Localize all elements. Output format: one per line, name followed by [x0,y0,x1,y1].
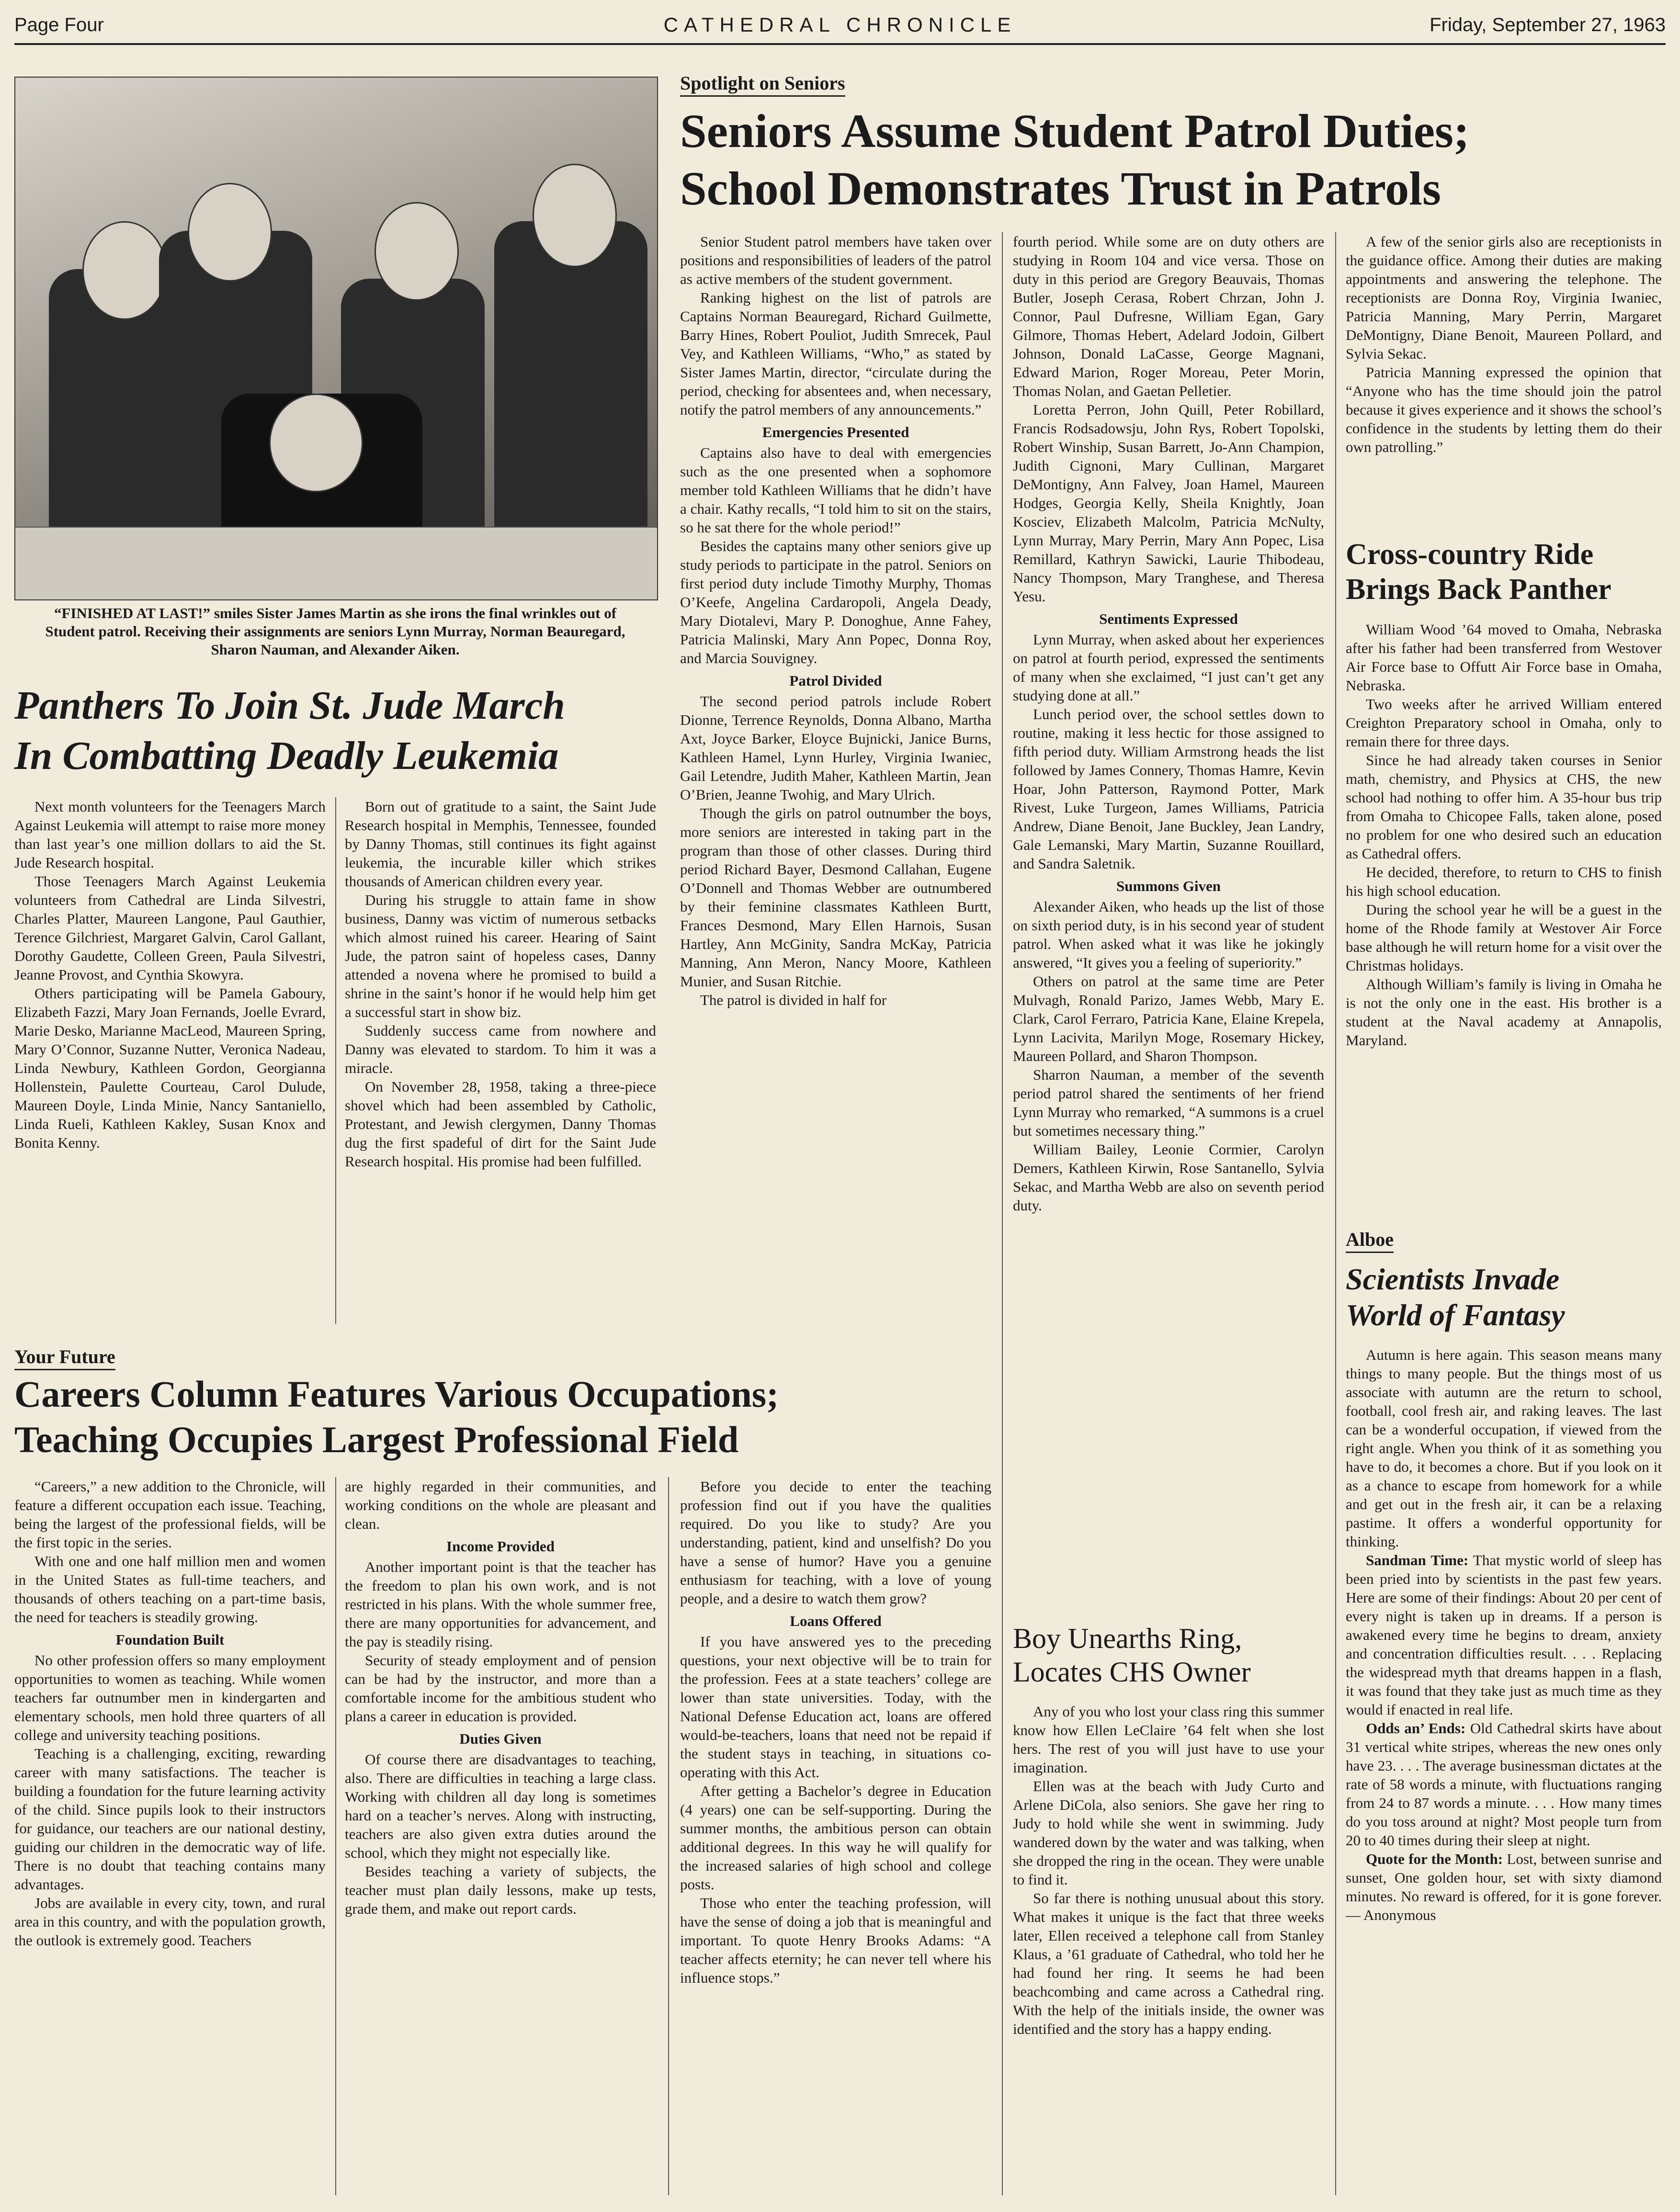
paragraph: During his struggle to attain fame in show business, Danny was victim of numerous setbacks which almost ruined his career. Hearing of Saint Jude, the patron saint of hopeless cases, Danny attended a novena where he promised to build a shrine in the saint’s honor if he would help him get a successful start in show biz. [345,892,656,1020]
kicker-your-future: Your Future [14,1345,115,1370]
paragraph: Autumn is here again. This season means many things to many people. But the things most of us associate with autumn are the return to school, football, cool fresh air, and raking leaves. The last can be a wonderful occupation, if viewed from the right angle. When you think of it as something you have to do, it becomes a chore. But if you look on it as a chance to escape from homework for a while and get out in the fresh air, it can be a relaxing pastime. It offers a wonderful opportunity for thinking. [1346,1346,1662,1550]
paragraph: Teaching is a challenging, exciting, rewarding career with many satisfactions. The teacher is building a foundation for the future learning activity of the child. Since pupils look to their instructors for guidance, our teachers are our national destiny, guiding our children in the democratic way of life. There is no doubt that teaching contains many advantages. [14,1745,326,1893]
paragraph: During the school year he will be a guest in the home of the Rhode family at Westover Air Force base although he will return home for a visit over the Christmas holidays. [1346,901,1662,974]
inline-label: Sandman Time: [1366,1552,1469,1569]
kicker-alboe: Alboe [1346,1228,1394,1253]
paragraph: Others participating will be Pamela Gaboury, Elizabeth Fazzi, Mary Joan Fernands, Joelle Evrard, Marie Desko, Marianne MacLeod, Maureen Spring, Mary O’Connor, Suzanne Nutter, Veronica Nadeau, Linda Newbury, Kathleen Gordon, Georgianna Hollenstein, Paulette Courteau, Carol Dulude, Maureen Doyle, Linda Minie, Nancy Santaniello, Linda Rueli, Kathleen Kakley, Susan Knox and Bonita Kenny. [14,985,326,1151]
paragraph: Another important point is that the teacher has the freedom to plan his own work, and is not restricted in his plans. With the whole summer free, there are many opportunities for advancement, and the pay is steadily rising. [345,1558,656,1650]
paragraph: Patricia Manning expressed the opinion that “Anyone who has the time should join the patrol because it gives experience and it shows the school’s confidence in the students by letting them do their own patrolling.” [1346,364,1662,455]
paragraph: He decided, therefore, to return to CHS to finish his high school education. [1346,864,1662,899]
paragraph: No other profession offers so many employment opportunities to women as teaching. While women teachers far outnumber men in kindergarten and elementary schools, men hold three quarters of all college and university teaching positions. [14,1652,326,1743]
headline-alboe-1: Scientists Invade [1346,1262,1560,1296]
paragraph: Of course there are disadvantages to teaching, also. There are difficulties in teaching a large class. Working with children all day long is sometimes hard on a teacher’s nerves. Along with instructing, teachers are also given extra duties around the school, which they might not especially like. [345,1751,656,1861]
newspaper-name: CATHEDRAL CHRONICLE [663,13,1017,36]
paragraph: Lynn Murray, when asked about her experiences on patrol at fourth period, expressed the sentiments of many when she exclaimed, “I just can’t get any studying done at all.” [1013,631,1324,704]
paragraph: Sharron Nauman, a member of the seventh period patrol shared the sentiments of her friend Lynn Murray who remarked, “A summons is a cruel but sometimes necessary thing.” [1013,1066,1324,1139]
column-rule [335,797,336,1324]
paragraph: are highly regarded in their communities, and working conditions on the whole are pleasant and clean. [345,1478,656,1532]
subhead: Patrol Divided [789,672,882,689]
subhead: Duties Given [459,1730,542,1747]
article-leukemia-col1 [14,797,326,1152]
paragraph-text: Lost, between sunrise and sunset, One golden hour, set with sixty diamond minutes. No reward is offered, for it is gone forever. — Anonymous [1346,1851,1662,1923]
masthead [14,10,1666,45]
paragraph: Those Teenagers March Against Leukemia volunteers from Cathedral are Linda Silvestri, Charles Platter, Maureen Langone, Paul Gauthier, Terence Gilchriest, Margaret Galvin, Carol Gallant, Dorothy Gaudette, Colleen Green, Paula Silvestri, Jeanne Provost, and Cynthia Skowyra. [14,873,326,983]
paragraph: After getting a Bachelor’s degree in Education (4 years) one can be self-supporting. During the summer months, the ambitious person can obtain additional degrees. In this way he will qualify for the increased salaries of high school and college posts. [680,1783,991,1893]
article-patrol-col2 [1013,232,1324,1215]
photo-caption: “FINISHED AT LAST!” smiles Sister James Martin as she irons the final wrinkles out of Student patrol. Receiving their assignments are seniors Lynn Murray, Norman Beauregard, Sharon Nauman, and Alexander Aiken. [45,605,625,658]
article-panther [1346,620,1662,1050]
paragraph: Loretta Perron, John Quill, Peter Robillard, Francis Rodsadowsju, John Rys, Robert Topolski, Robert Winship, Susan Barrett, Jo-Ann Champion, Judith Cignoni, Mary Cullinan, Margaret DeMontigny, Ann Falvey, Joan Hamel, Maureen Hodges, Georgia Kelly, Sheila Knightly, Joan Kosciev, Elizabeth Malcolm, Patricia McNulty, Lynn Murray, Mary Perrin, Mary Ann Popec, Lisa Remillard, Kathryn Sawicki, Laurie Thibodeau, Nancy Thompson, Mary Tranghese, and Theresa Yesu. [1013,401,1324,605]
paragraph: Before you decide to enter the teaching profession find out if you have the qualities required. Do you like to study? Are you understanding, patient, kind and unselfish? Do you have a sense of humor? Have you a genuine enthusiasm for teaching, with a love of young people, and a desire to watch them grow? [680,1478,991,1607]
headline-alboe-2: World of Fantasy [1346,1298,1565,1332]
paragraph: Though the girls on patrol outnumber the boys, more seniors are interested in taking part in the program than those of other classes. During third period Richard Bayer, Desmond Callahan, Eugene O’Donnell and Thomas Webber are outnumbered by their feminine classmates Kathleen Burtt, Frances Desmond, Mary Ellen Harnois, Susan Hartley, Ann McGinity, Sandra McKay, Patricia Manning, Ann Meron, Nancy Moore, Kathleen Munier, and Susan Ritchie. [680,805,991,990]
paragraph [1346,1719,1662,1850]
paragraph: The second period patrols include Robert Dionne, Terrence Reynolds, Donna Albano, Martha Axt, Joyce Barker, Eloyce Bujnicki, Janice Burns, Kathleen Hamel, Lynn Hurley, Virginia Iwaniec, Gail Letendre, Judith Maher, Kathleen Martin, Jean O’Brien, Jeanne Twohig, and Mary Ulrich. [680,693,991,803]
paragraph: Alexander Aiken, who heads up the list of those on sixth period duty, is in his second year of student patrol. When asked what it was like he jokingly answered, “It gives you a feeling of superiority.” [1013,898,1324,971]
article-patrol-col3 [1346,232,1662,456]
headline-careers-1: Careers Column Features Various Occupations; [14,1373,779,1415]
column-rule [1335,232,1336,2195]
paragraph-text: That mystic world of sleep has been pried into by scientists in the past few years. Here are some of their findings: About 20 per cent of every night is taken up in dreams. If a person is awakened every time he begins to dream, anxiety and concentration difficulties result. . . . Replacing the widespread myth that dreams happen in a flash, it was found that they take just as much time as they would if enacted in real life. [1346,1552,1662,1718]
headline-panther-1: Cross-country Ride [1346,538,1594,571]
paragraph: Suddenly success came from nowhere and Danny was elevated to stardom. To him it was a miracle. [345,1022,656,1076]
paragraph: Ellen was at the beach with Judy Curto and Arlene DiCola, also seniors. She gave her ring to Judy to hold while she went in swimming. Judy wandered down by the water and was talking, when she dropped the ring in the ocean. They were unable to find it. [1013,1778,1324,1888]
paragraph: Those who enter the teaching profession, will have the sense of doing a job that is meaningful and important. To quote Henry Brooks Adams: “A teacher affects eternity; he can never tell where his influence stops.” [680,1895,991,1986]
subhead: Sentiments Expressed [1099,610,1238,627]
subhead: Loans Offered [790,1613,882,1629]
paragraph: Security of steady employment and of pension can be had by the instructor, and more than a comfortable income for the ambitious student who plans a career in education is provided. [345,1652,656,1725]
paragraph: So far there is nothing unusual about this story. What makes it unique is the fact that three weeks later, Ellen received a telephone call from Stanley Klaus, a ’61 graduate of Cathedral, who told her he had found her ring. It seems he had been beachcombing and came across a Cathedral ring. With the help of the initials inside, the owner was identified and the story has a happy ending. [1013,1890,1324,2037]
paragraph: If you have answered yes to the preceding questions, your next objective will be to train for the profession. Fees at a state teachers’ college are lower than state universities. Today, with the National Defense Education act, loans are offered would-be-teachers, loans that need not be repaid if the student stays in teaching, in situations co-operating with this Act. [680,1633,991,1781]
headline-careers-2: Teaching Occupies Largest Professional Field [14,1419,739,1460]
subhead: Summons Given [1116,878,1221,894]
subhead: Emergencies Presented [762,424,909,440]
article-alboe [1346,1345,1662,1924]
paragraph: “Careers,” a new addition to the Chronicle, will feature a different occupation each issue. Teaching, being the largest of the professional fields, will be the first topic in the series. [14,1478,326,1551]
kicker-spotlight-on-seniors: Spotlight on Seniors [680,72,845,97]
paragraph: Any of you who lost your class ring this summer know how Ellen LeClaire ’64 felt when she lost hers. The rest of you will just have to use your imagination. [1013,1703,1324,1776]
page-number: Page Four [14,14,104,35]
paragraph: William Bailey, Leonie Cormier, Carolyn Demers, Kathleen Kirwin, Rose Santanello, Sylvia Sekac, and Martha Webb are also on seventh period duty. [1013,1141,1324,1214]
subhead: Foundation Built [115,1631,225,1648]
column-rule [335,1477,336,2195]
article-leukemia-col2 [345,797,656,1171]
headline-patrol-1: Seniors Assume Student Patrol Duties; [680,104,1470,158]
paragraph [1346,1551,1662,1719]
paragraph: Senior Student patrol members have taken over positions and responsibilities of leaders of the patrol as active members of the student government. [680,233,991,287]
paragraph-text: Old Cathedral skirts have about 31 vertical white stripes, whereas the new ones only have 23. . . . The average businessman dictates at the rate of 58 words a minute, with fluctuations ranging from 24 to 87 words a minute. . . . How many times do you toss around at night? Most people turn from 20 to 40 times during their sleep at night. [1346,1720,1662,1849]
paragraph [1346,1850,1662,1924]
article-careers-col2 [345,1477,656,1918]
paragraph: On November 28, 1958, taking a three-piece shovel which had been assembled by Catholic, Protestant, and Jewish clergymen, Danny Thomas dug the first spadeful of dirt for the Saint Jude Research hospital. His promise had been fulfilled. [345,1078,656,1170]
subhead: Income Provided [446,1538,555,1555]
paragraph: A few of the senior girls also are receptionists in the guidance office. Among their duties are making appointments and answering the telephone. The receptionists are Donna Roy, Virginia Iwaniec, Patricia Manning, Mary Perrin, Margaret DeMontigny, Diane Benoit, Maureen Pollard, and Sylvia Sekac. [1346,233,1662,362]
paragraph: Since he had already taken courses in Senior math, chemistry, and Physics at CHS, the new school had nothing to offer him. A 35-hour bus trip from Omaha to Chicopee Falls, taken alone, posed no problem for one who desired such an education as Cathedral offers. [1346,752,1662,862]
article-patrol-col1 [680,232,991,1009]
paragraph: Ranking highest on the list of patrols are Captains Norman Beauregard, Richard Guilmette, Barry Hines, Robert Pouliot, Judith Smrecek, Paul Vey, and Kathleen Williams, “Who,” as stated by Sister James Martin, director, “circulate during the period, checking for absentees and, when necessary, notify the patrol members of any announcements.” [680,289,991,418]
paragraph: Captains also have to deal with emergencies such as the one presented when a sophomore member told Kathleen Williams that he didn’t have a chair. Kathy recalls, “I told him to sit on the stairs, so he sat there for the whole period!” [680,444,991,536]
paragraph: William Wood ’64 moved to Omaha, Nebraska after his father had been transferred from Westover Air Force base to Offutt Air Force base in Omaha, Nebraska. [1346,621,1662,694]
paragraph: With one and one half million men and women in the United States as full-time teachers, and thousands of others teaching on a part-time basis, the need for teachers is steadily growing. [14,1553,326,1625]
paragraph: Although William’s family is living in Omaha he is not the only one in the east. His brother is a student at the Naval academy at Annapolis, Maryland. [1346,976,1662,1049]
column-rule [668,1477,669,2195]
article-careers-col1 [14,1477,326,1950]
paragraph: Besides the captains many other seniors give up study periods to participate in the patrol. Seniors on first period duty include Timothy Murphy, Thomas O’Keefe, Angelina Cardaropoli, Angela Deady, Mary Diotalevi, Mary P. Donoghue, Anne Fahey, Patricia Malinski, Mary Ann Popec, Donna Roy, and Marcia Souvigney. [680,538,991,666]
headline-ring-1: Boy Unearths Ring, [1013,1623,1242,1654]
paragraph: Next month volunteers for the Teenagers March Against Leukemia will attempt to raise more money than last year’s one million dollars to aid the St. Jude Research hospital. [14,798,326,871]
headline-ring-2: Locates CHS Owner [1013,1656,1251,1688]
news-photo [14,77,658,600]
inline-label: Quote for the Month: [1366,1851,1503,1867]
paragraph: Born out of gratitude to a saint, the Saint Jude Research hospital in Memphis, Tennessee, founded by Danny Thomas, still continues its fight against leukemia, the incurable killer which strikes thousands of American children every year. [345,798,656,890]
article-careers-col3 [680,1477,991,1987]
article-ring [1013,1702,1324,2038]
paragraph: The patrol is divided in half for [700,992,887,1008]
paragraph: Two weeks after he arrived William entered Creighton Preparatory school in Omaha, only to remain there for three days. [1346,696,1662,750]
headline-leukemia-2: In Combatting Deadly Leukemia [14,734,559,778]
column-rule [1002,232,1003,2195]
issue-date: Friday, September 27, 1963 [1430,14,1666,35]
headline-patrol-2: School Demonstrates Trust in Patrols [680,162,1441,215]
headline-panther-2: Brings Back Panther [1346,573,1612,606]
headline-leukemia-1: Panthers To Join St. Jude March [14,683,565,728]
paragraph: Besides teaching a variety of subjects, the teacher must plan daily lessons, make up tests, grade them, and make out report cards. [345,1863,656,1917]
paragraph: fourth period. While some are on duty others are studying in Room 104 and vice versa. Those on duty in this period are Gregory Beauvais, Thomas Butler, Joseph Cerasa, Robert Chrzan, John J. Connor, Paul Dufresne, William Egan, Gary Gilmore, Thomas Hebert, Adelard Jodoin, Gilbert Johnson, Donald LaCasse, George Magnani, Edward Marion, Roger Moreau, Peter Morin, Thomas Nolan, and Gaetan Pelletier. [1013,233,1324,399]
inline-label: Odds an’ Ends: [1366,1720,1466,1737]
paragraph: Lunch period over, the school settles down to routine, making it less hectic for those assigned to fifth period duty. William Armstrong heads the list followed by James Connery, Thomas Hamre, Kevin Hoar, John Patterson, Raymond Potter, Mark Rivest, Luke Turgeon, James Williams, Patricia Andrew, Diane Benoit, Jane Buckley, Jean Landry, Gale Lemanski, Mary Martin, Suzanne Rouillard, and Sandra Saletnik. [1013,706,1324,872]
paragraph: Others on patrol at the same time are Peter Mulvagh, Ronald Parizo, James Webb, Mary E. Clark, Carol Ferraro, Patricia Kane, Elaine Krepela, Lynn Lacivita, Marilyn Moge, Rosemary Hickey, Maureen Pollard, and Sharon Thompson. [1013,973,1324,1064]
paragraph: Jobs are available in every city, town, and rural area in this country, and with the population growth, the outlook is extremely good. Teachers [14,1895,326,1949]
